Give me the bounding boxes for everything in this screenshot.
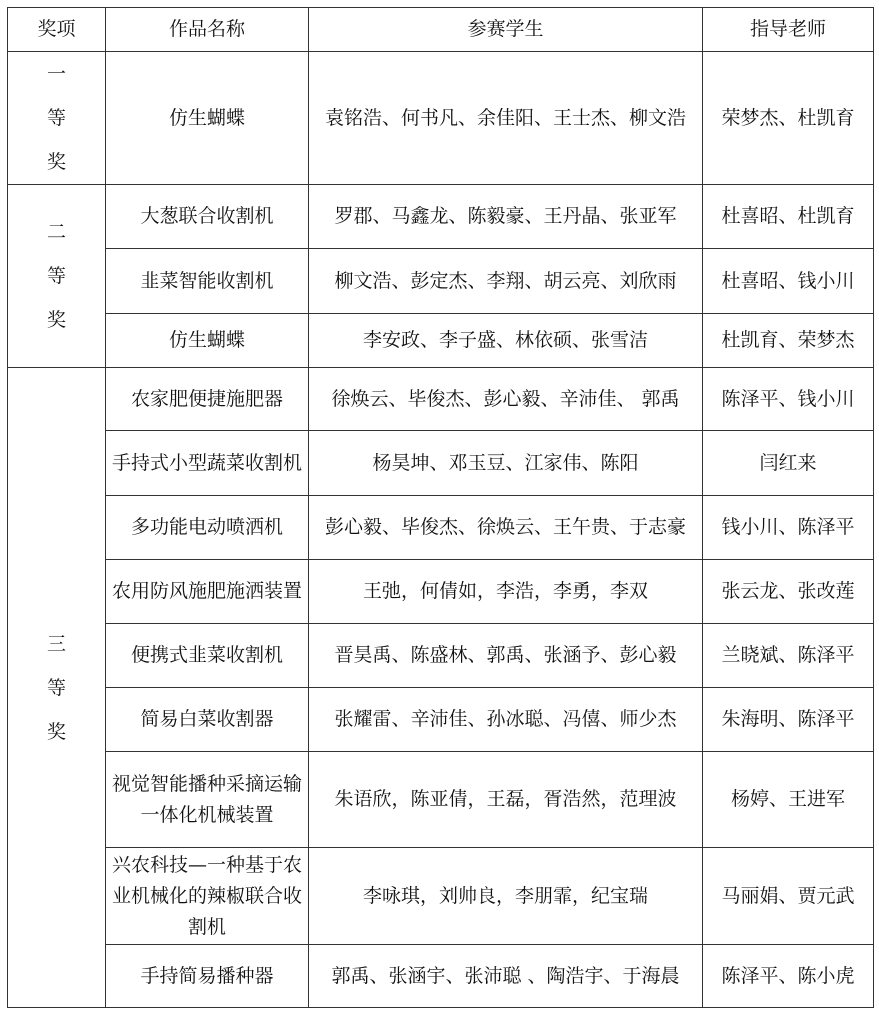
table-row [8,560,874,624]
students-cell: 徐焕云、毕俊杰、彭心毅、辛沛佳、 郭禹 [309,368,703,431]
prize-char: 二 [46,221,66,243]
students-cell: 李咏琪，刘帅良，李朋霏，纪宝瑞 [309,848,703,945]
students-cell: 郭禹、张涵宇、张沛聪 、陶浩宇、于海晨 [309,945,703,1008]
teachers-cell: 陈泽平、陈小虎 [703,945,874,1008]
table-row [8,752,874,848]
students-cell: 晋昊禹、陈盛林、郭禹、张涵予、彭心毅 [309,624,703,688]
prize-char: 等 [46,107,66,129]
prize-char: 奖 [46,720,66,743]
teachers-cell: 马丽娟、贾元武 [703,848,874,945]
students-cell: 李安政、李子盛、林依硕、张雪洁 [309,314,703,368]
work-name-cell: 多功能电动喷洒机 [106,496,309,560]
students-cell: 罗郡、马鑫龙、陈毅豪、王丹晶、张亚军 [309,185,703,249]
students-cell: 王弛，何倩如，李浩，李勇，李双 [309,560,703,624]
prize-label [14,622,99,754]
table-row [8,368,874,431]
table-row [8,314,874,368]
table-body [8,52,874,1008]
header-teachers: 指导老师 [703,8,874,52]
work-name-cell: 简易白菜收割器 [106,688,309,752]
teachers-cell: 闫红来 [703,431,874,496]
table-row [8,52,874,185]
header-students: 参赛学生 [309,8,703,52]
teachers-cell: 钱小川、陈泽平 [703,496,874,560]
awards-table [7,7,874,1008]
teachers-cell: 张云龙、张改莲 [703,560,874,624]
prize-char: 奖 [46,151,66,173]
students-cell: 杨昊坤、邓玉豆、江家伟、陈阳 [309,431,703,496]
prize-label [14,52,99,184]
students-cell: 朱语欣，陈亚倩，王磊，胥浩然，范理波 [309,752,703,848]
work-name-cell: 仿生蝴蝶 [106,52,309,185]
header-prize: 奖项 [8,8,106,52]
table-row [8,249,874,314]
table-row [8,945,874,1008]
teachers-cell: 荣梦杰、杜凯育 [703,52,874,185]
table-row [8,624,874,688]
work-name-cell: 农家肥便捷施肥器 [106,368,309,431]
prize-char: 奖 [46,309,66,331]
work-name-cell: 仿生蝴蝶 [106,314,309,368]
work-name-cell: 手持简易播种器 [106,945,309,1008]
work-name-cell: 大葱联合收割机 [106,185,309,249]
students-cell: 柳文浩、彭定杰、李翔、胡云亮、刘欣雨 [309,249,703,314]
header-work-name: 作品名称 [106,8,309,52]
table-row [8,848,874,945]
prize-cell-third [8,368,106,1008]
work-name-cell: 农用防风施肥施洒装置 [106,560,309,624]
teachers-cell: 朱海明、陈泽平 [703,688,874,752]
prize-char: 三 [46,632,66,655]
prize-label [14,210,99,342]
table-row [8,185,874,249]
work-name-cell: 韭菜智能收割机 [106,249,309,314]
teachers-cell: 杜喜昭、杜凯育 [703,185,874,249]
teachers-cell: 杜喜昭、钱小川 [703,249,874,314]
teachers-cell: 杜凯育、荣梦杰 [703,314,874,368]
table-row [8,688,874,752]
students-cell: 张耀雷、辛沛佳、孙冰聪、冯僖、师少杰 [309,688,703,752]
teachers-cell: 杨婷、王进军 [703,752,874,848]
prize-char: 一 [46,63,66,85]
header-row [8,8,874,52]
work-name-cell: 兴农科技—一种基于农业机械化的辣椒联合收割机 [106,848,309,945]
students-cell: 袁铭浩、何书凡、余佳阳、王士杰、柳文浩 [309,52,703,185]
work-name-cell: 视觉智能播种采摘运输一体化机械装置 [106,752,309,848]
prize-cell-first [8,52,106,185]
work-name-cell: 手持式小型蔬菜收割机 [106,431,309,496]
prize-cell-second [8,185,106,368]
table-row [8,496,874,560]
prize-char: 等 [46,265,66,287]
teachers-cell: 陈泽平、钱小川 [703,368,874,431]
students-cell: 彭心毅、毕俊杰、徐焕云、王午贵、于志豪 [309,496,703,560]
teachers-cell: 兰晓斌、陈泽平 [703,624,874,688]
table-header [8,8,874,52]
work-name-cell: 便携式韭菜收割机 [106,624,309,688]
table-row [8,431,874,496]
prize-char: 等 [46,676,66,699]
